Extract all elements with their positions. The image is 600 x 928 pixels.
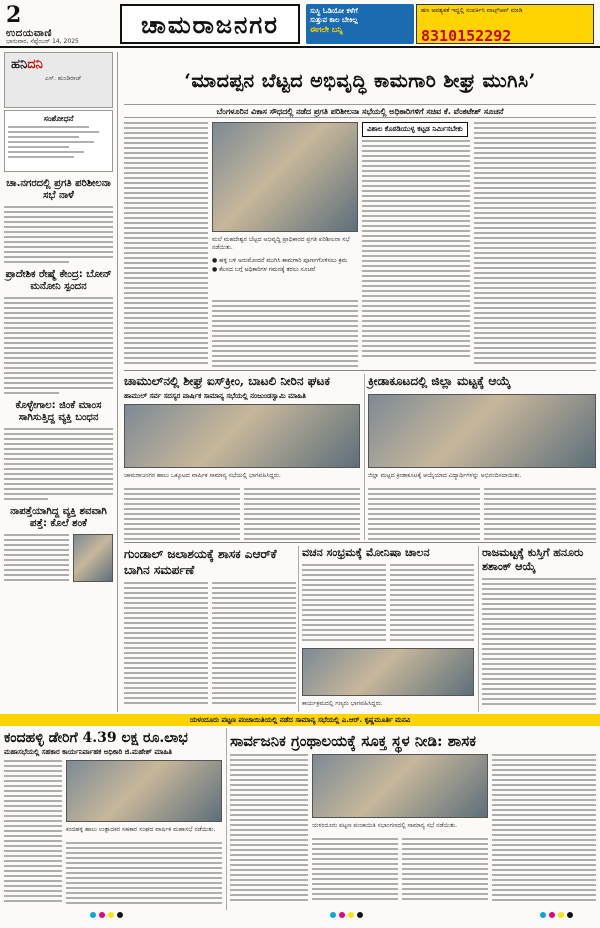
chamul-photo bbox=[124, 404, 360, 468]
registration-marks-right bbox=[540, 912, 573, 918]
masthead bbox=[0, 0, 600, 48]
wrestling-headline: ರಾಜಮಟ್ಟಕ್ಕೆ ಕುಸ್ತಿಗೆ ಹನೂರು ಶಶಾಂಕ್ ಆಯ್ಕೆ bbox=[482, 546, 584, 573]
story-silk-centre-body bbox=[4, 297, 113, 394]
main-story-photo bbox=[212, 122, 358, 232]
sports-photo bbox=[368, 394, 596, 468]
left-column bbox=[4, 52, 118, 712]
main-story-caption: ಮಲೆ ಮಹದೇಶ್ವರ ಬೆಟ್ಟದ ಅಭಿವೃದ್ಧಿ ಪ್ರಾಧಿಕಾರದ ಪ್ರಗತಿ ಪರಿಶೀಲನಾ ಸಭೆ ನಡೆಯಿತು. bbox=[212, 236, 350, 251]
district-title: ಚಾಮರಾಜನಗರ bbox=[120, 4, 300, 44]
bullet-1: ● ಹಳ್ಳಿ ಬಳಿ ಅನುಮೋದನೆ ಮುಗಿಸಿ ಕಾಮಗಾರಿ ಪೂರ್ಣಗೊಳಿಸಲು ಕ್ರಮ bbox=[212, 257, 348, 264]
story-deer-meat-head: ಕೊಳ್ಳೇಗಾಲ: ಜಿಂಕೆ ಮಾಂಸ ಸಾಗಿಸುತ್ತಿದ್ದ ವ್ಯಕ್ತಿ ಬಂಧನ bbox=[15, 400, 102, 423]
kandahalli-caption: ಕಂದಹಳ್ಳಿ ಹಾಲು ಉತ್ಪಾದಕರ ಸಹಕಾರ ಸಂಘದ ವಾರ್ಷಿಕ ಮಹಾಸಭೆ ನಡೆಯಿತು. bbox=[66, 826, 216, 833]
vachana-body-col2 bbox=[390, 564, 474, 646]
main-story-col4 bbox=[474, 122, 596, 368]
ad2-text: ಹಣ ಅವಶ್ಯಕತೆ ಇದ್ದಲ್ಲಿ ಸಂಪರ್ಕಿಸಿ ವಾಟ್ಸ್‌ಆಪ್ ಮಾಡಿ bbox=[421, 7, 523, 14]
kandahalli-headline: ಕಂದಹಳ್ಳಿ ಡೇರಿಗೆ 4.39 ಲಕ್ಷ ರೂ.ಲಾಭ bbox=[4, 730, 188, 746]
honey-author: ಎಸ್. ಹುಂಡಿರಾಜ್ bbox=[45, 75, 82, 82]
edition-date: ಭಾನುವಾರ, ಸೆಪ್ಟೆಂಬರ್ 14, 2025 bbox=[6, 38, 79, 45]
main-story-bullets bbox=[212, 256, 358, 296]
library-photo bbox=[312, 754, 488, 818]
kandahalli-body-col1 bbox=[4, 760, 62, 908]
honey-logo-b: ದನಿ bbox=[27, 57, 43, 72]
story-deer-meat-body bbox=[4, 428, 113, 500]
missing-person-photo bbox=[73, 534, 113, 582]
chamul-caption: ಚಾಮರಾಜನಗರ ಹಾಲು ಒಕ್ಕೂಟದ ವಾರ್ಷಿಕ ಸಾಮಾನ್ಯ ಸಭೆಯಲ್ಲಿ ಭಾಗವಹಿಸಿದ್ದರು. bbox=[124, 472, 281, 479]
sports-headline: ಕ್ರೀಡಾಕೂಟದಲ್ಲಿ ಜಿಲ್ಲಾ ಮಟ್ಟಕ್ಕೆ ಆಯ್ಕೆ bbox=[368, 374, 511, 388]
chamul-headline: ಚಾಮುಲ್‌ನಲ್ಲಿ ಶೀಘ್ರ ಐಸ್‌ಕ್ರೀಂ, ಬಾಟಲಿ ನೀರಿನ ಘಟಕ bbox=[124, 374, 330, 388]
sports-caption: ಜಿಲ್ಲಾ ಮಟ್ಟದ ಕ್ರೀಡಾಕೂಟಕ್ಕೆ ಆಯ್ಕೆಯಾದ ವಿದ್ಯಾರ್ಥಿಗಳನ್ನು ಅಭಿನಂದಿಸಲಾಯಿತು. bbox=[368, 472, 522, 479]
main-headline: ‘ಮಾದಪ್ಪನ ಬೆಟ್ಟದ ಅಭಿವೃದ್ಧಿ ಕಾಮಗಾರಿ ಶೀಘ್ರ ಮುಗಿಸಿ’ bbox=[184, 70, 536, 92]
library-body-col4 bbox=[492, 754, 596, 908]
yellow-strap: ಯಳಂದೂರು ಪಟ್ಟಣ ಪಂಚಾಯಿತಿಯಲ್ಲಿ ನಡೆದ ಸಾಮಾನ್ಯ ಸಭೆಯಲ್ಲಿ ಎ.ಆರ್. ಕೃಷ್ಣಮೂರ್ತಿ ಮನವಿ bbox=[0, 714, 600, 726]
story-silk-centre-head: ಪ್ರಾದೇಶಿಕ ರೇಷ್ಮೆ ಕೇಂದ್ರ: ಬೋನ್ ಮನೋನಿ ಸ್ಪಂದನ bbox=[5, 269, 112, 292]
bullet-2: ● ಕೆಲಸದ ಬಗ್ಗೆ ಅಧಿಕಾರಿಗಳ ಗಮನಕ್ಕೆ ತರಲು ಸೂಚನೆ bbox=[212, 266, 316, 273]
gundal-body-col1 bbox=[124, 582, 208, 710]
library-caption: ಯಳಂದೂರು ಪಟ್ಟಣ ಪಂಚಾಯಿತಿ ಸಭಾಂಗಣದಲ್ಲಿ ಸಾಮಾನ್ಯ ಸಭೆ ನಡೆಯಿತು. bbox=[312, 822, 457, 829]
bullet-2-text: ಕೆಲಸದ ಬಗ್ಗೆ ಅಧಿಕಾರಿಗಳ ಗಮನಕ್ಕೆ ತರಲು ಸೂಚನೆ bbox=[219, 266, 316, 273]
main-story-col1 bbox=[124, 122, 208, 368]
story-missing-person-body bbox=[4, 534, 69, 582]
wrestling-body bbox=[482, 578, 596, 710]
main-boxed-subhead: ವಿಶಾಲ ಕೊಠಡಿಯುಳ್ಳ ಕಟ್ಟಡ ನಿರ್ಮಿಸಬೇಕು bbox=[362, 122, 468, 137]
library-headline: ಸಾರ್ವಜನಿಕ ಗ್ರಂಥಾಲಯಕ್ಕೆ ಸೂಕ್ತ ಸ್ಥಳ ನೀಡಿ: ಶಾಸಕ bbox=[230, 732, 476, 750]
ad1-line2: ಸುತ್ತುವ ಕಾಲ ಬೇಕಿಲ್ಲ bbox=[310, 16, 358, 24]
registration-marks-left bbox=[90, 912, 123, 918]
honey-dani-column bbox=[4, 52, 113, 108]
chamul-subhead: ಹಾಮುಲ್ ಸರ್ವ ಸದಸ್ಯರ ವಾರ್ಷಿಕ ಸಾಮಾನ್ಯ ಸಭೆಯಲ್ಲಿ ನಂಜುಂಡಸ್ವಾಮಿ ಮಾಹಿತಿ bbox=[124, 392, 306, 400]
library-body-col1 bbox=[230, 754, 308, 908]
story-review-meeting-body bbox=[4, 206, 113, 263]
paper-name: ಉದಯವಾಣಿ bbox=[6, 28, 52, 39]
main-story-col2 bbox=[212, 300, 358, 368]
poem-text bbox=[8, 126, 109, 158]
honey-logo-a: ಹನಿ bbox=[11, 57, 28, 72]
advertisement-audio bbox=[306, 4, 414, 44]
honey-box-title: ಸಂಶೋಧನೆ bbox=[43, 114, 74, 123]
sports-body-col2 bbox=[484, 488, 596, 540]
page-number: 2 bbox=[6, 2, 22, 28]
kandahalli-body-col2 bbox=[66, 842, 222, 908]
gundal-headline: ಗುಂಡಾಲ್ ಜಲಾಶಯಕ್ಕೆ ಶಾಸಕ ಎಆರ್‌ಕೆ ಬಾಗಿನ ಸಮರ್ಪಣೆ bbox=[124, 547, 277, 577]
kandahalli-subhead: ಮಹಾಸಭೆಯಲ್ಲಿ ಸಹಕಾರ ಕಾರ್ಯನಿರ್ವಾಹಕ ಅಧಿಕಾರಿ ಜಿ.ಮಹೇಶ್ ಮಾಹಿತಿ bbox=[4, 748, 172, 756]
main-subhead: ಬೆಂಗಳೂರಿನ ವಿಕಾಸ ಸೌಧದಲ್ಲಿ ನಡೆದ ಪ್ರಗತಿ ಪರಿಶೀಲನಾ ಸಭೆಯಲ್ಲಿ ಅಧಿಕಾರಿಗಳಿಗೆ ಸಚಿವ ಕೆ. ವೆಂಕಟೇಶ್ ಸೂಚನೆ bbox=[124, 104, 596, 118]
library-body-col3 bbox=[402, 838, 488, 908]
gundal-body-col2 bbox=[212, 582, 296, 710]
honey-poem-box bbox=[4, 110, 113, 172]
chamul-body-col2 bbox=[244, 488, 360, 540]
honey-logo bbox=[11, 57, 43, 72]
vachana-caption: ಕಾರ್ಯಕ್ರಮದಲ್ಲಿ ಗಣ್ಯರು ಭಾಗವಹಿಸಿದ್ದರು. bbox=[302, 700, 383, 707]
story-review-meeting-head: ಚಾ.ನಗರದಲ್ಲಿ ಪ್ರಗತಿ ಪರಿಶೀಲನಾ ಸಭೆ ನಾಳೆ bbox=[6, 178, 111, 201]
chamul-body-col1 bbox=[124, 488, 240, 540]
main-story-col3 bbox=[362, 122, 470, 368]
ad1-line1: ಸುಸ್ಥಿ ಓಡಿಯೋ ಕಳೆಗೆ bbox=[310, 7, 358, 15]
bullet-1-text: ಹಳ್ಳಿ ಬಳಿ ಅನುಮೋದನೆ ಮುಗಿಸಿ ಕಾಮಗಾರಿ ಪೂರ್ಣಗೊಳಿಸಲು ಕ್ರಮ bbox=[219, 257, 348, 264]
kandahalli-photo bbox=[66, 760, 222, 822]
vachana-photo bbox=[302, 648, 474, 696]
ad1-accent: ಈಗಲೇ ಬನ್ನಿ bbox=[310, 25, 343, 34]
story-missing-person-head: ನಾಪತ್ತೆಯಾಗಿದ್ದ ವ್ಯಕ್ತಿ ಶವವಾಗಿ ಪತ್ತೆ: ಕೊಲೆ ಶಂಕೆ bbox=[10, 506, 107, 529]
library-body-col2 bbox=[312, 838, 398, 908]
sports-body-col1 bbox=[368, 488, 480, 540]
advertisement-loan bbox=[416, 4, 594, 44]
registration-marks-center bbox=[330, 912, 363, 918]
vachana-body-col1 bbox=[302, 564, 386, 646]
vachana-headline: ವಚನ ಸಂಭ್ರಮಕ್ಕೆ ಮೋನಿಷಾ ಚಾಲನ bbox=[302, 546, 430, 559]
ad2-phone: 8310152292 bbox=[421, 27, 512, 45]
